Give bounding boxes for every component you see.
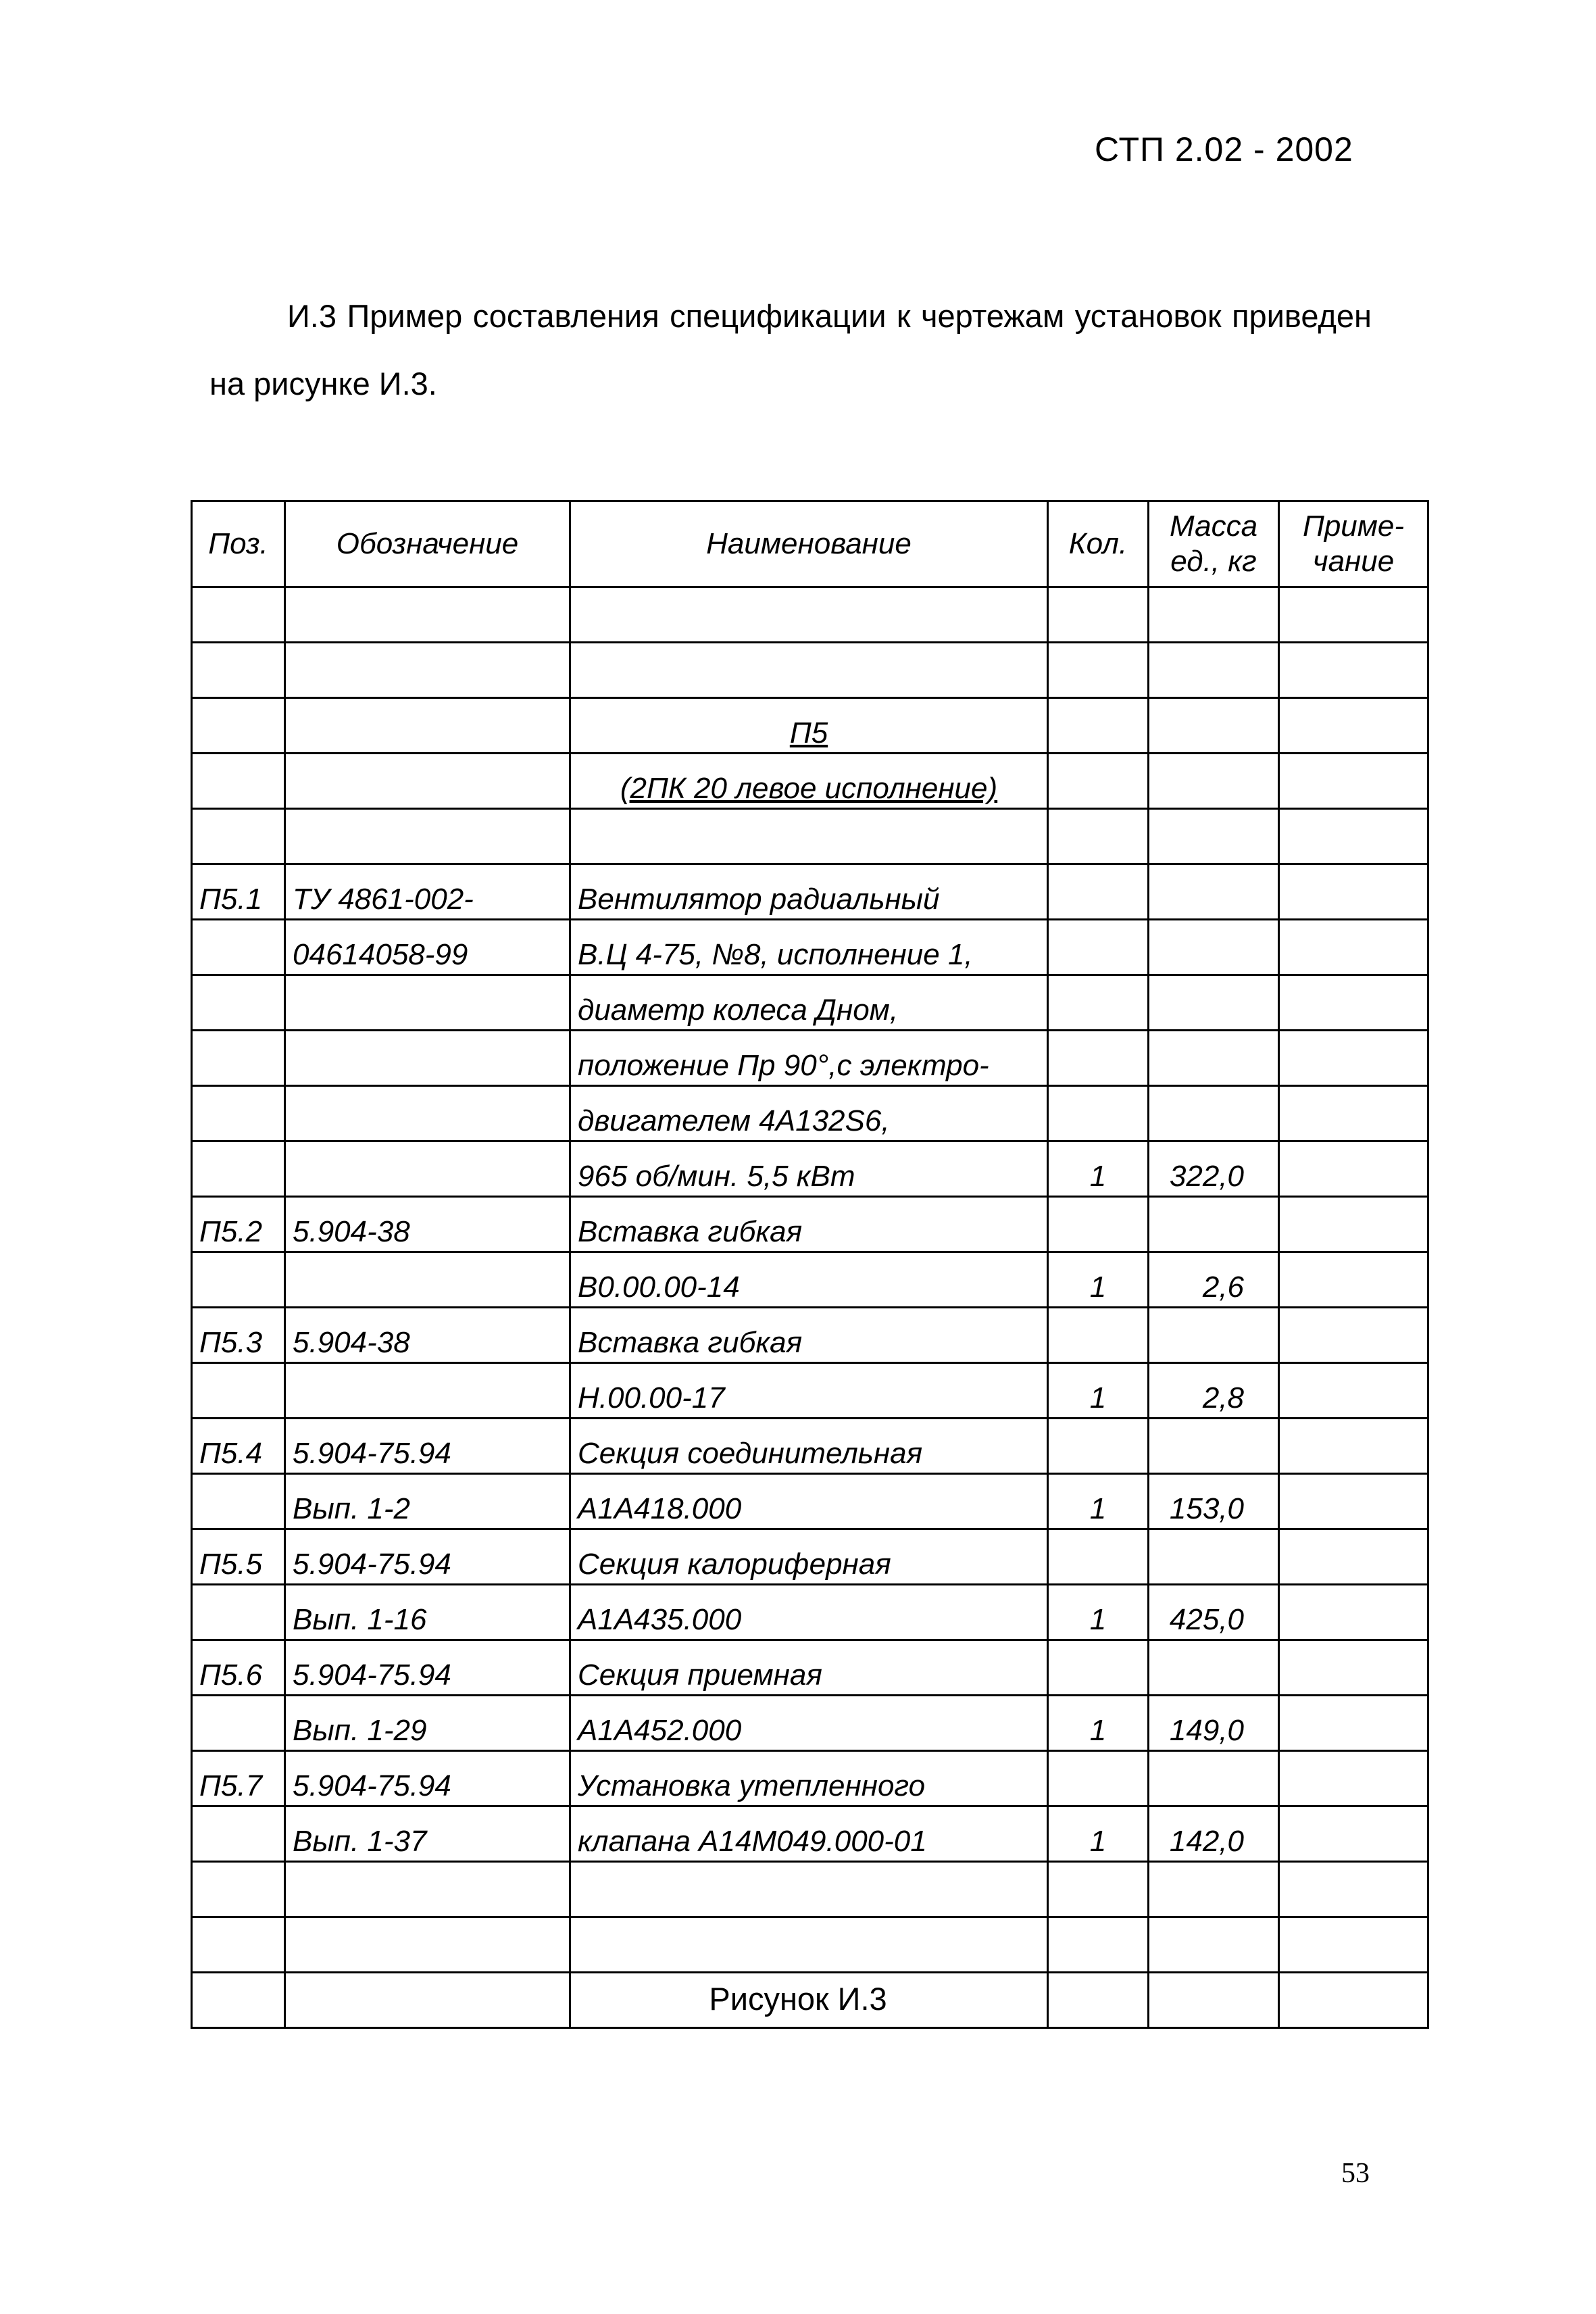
cell-name [570, 1197, 1048, 1252]
cell-designation [285, 754, 570, 809]
cell-name-text: положение Пр 90°,с электро- [578, 1049, 989, 1082]
cell-designation [285, 1806, 570, 1862]
cell-designation [285, 1585, 570, 1640]
cell-quantity [1048, 1640, 1149, 1696]
header-position: Поз. [192, 501, 285, 587]
cell-mass [1149, 1419, 1279, 1474]
cell-name [570, 1419, 1048, 1474]
intro-paragraph [209, 282, 1372, 418]
table-row [192, 864, 1428, 920]
cell-mass-text: 142,0 [1169, 1825, 1244, 1858]
cell-designation [285, 1474, 570, 1529]
cell-designation-text: 5.904-38 [293, 1215, 410, 1248]
cell-quantity-text: 1 [1089, 1714, 1107, 1747]
cell-name [570, 1862, 1048, 1917]
cell-name [570, 975, 1048, 1031]
cell-position-text: П5.7 [199, 1769, 263, 1802]
cell-name [570, 1474, 1048, 1529]
cell-mass [1149, 754, 1279, 809]
cell-quantity-text: 1 [1089, 1160, 1107, 1193]
cell-quantity [1048, 587, 1149, 643]
cell-note [1279, 1363, 1428, 1419]
cell-designation [285, 1086, 570, 1141]
cell-position [192, 1141, 285, 1197]
cell-quantity [1048, 920, 1149, 975]
cell-position [192, 1806, 285, 1862]
cell-quantity [1048, 1308, 1149, 1363]
cell-position [192, 1585, 285, 1640]
cell-note [1279, 1917, 1428, 1973]
cell-name [570, 1751, 1048, 1806]
table-row [192, 1529, 1428, 1585]
specification-table [191, 500, 1429, 2029]
cell-designation [285, 1640, 570, 1696]
cell-quantity [1048, 643, 1149, 698]
cell-name-text: Секция приемная [578, 1658, 822, 1692]
cell-position [192, 754, 285, 809]
cell-name-text: диаметр колеса Дном, [578, 993, 899, 1027]
cell-position [192, 1197, 285, 1252]
cell-designation-text: 5.904-75.94 [293, 1548, 451, 1581]
cell-name [570, 1252, 1048, 1308]
cell-designation [285, 920, 570, 975]
cell-name-text: Вставка гибкая [578, 1215, 803, 1248]
cell-mass [1149, 1031, 1279, 1086]
cell-position [192, 809, 285, 864]
cell-position [192, 1696, 285, 1751]
table-row [192, 1751, 1428, 1806]
cell-designation [285, 1696, 570, 1751]
cell-note [1279, 920, 1428, 975]
table-row [192, 1585, 1428, 1640]
cell-quantity [1048, 1474, 1149, 1529]
cell-position [192, 1862, 285, 1917]
cell-quantity [1048, 1585, 1149, 1640]
cell-name [570, 1031, 1048, 1086]
cell-name [570, 643, 1048, 698]
cell-quantity [1048, 975, 1149, 1031]
cell-name [570, 1086, 1048, 1141]
cell-designation [285, 975, 570, 1031]
table-row [192, 1308, 1428, 1363]
cell-mass [1149, 1640, 1279, 1696]
cell-mass [1149, 698, 1279, 754]
cell-note [1279, 864, 1428, 920]
cell-position [192, 1474, 285, 1529]
cell-quantity [1048, 1252, 1149, 1308]
cell-position [192, 1086, 285, 1141]
cell-note [1279, 1529, 1428, 1585]
cell-mass [1149, 1086, 1279, 1141]
cell-quantity [1048, 754, 1149, 809]
cell-mass [1149, 1696, 1279, 1751]
cell-note [1279, 643, 1428, 698]
header-designation: Обозначение [285, 501, 570, 587]
cell-mass [1149, 1308, 1279, 1363]
cell-designation [285, 1031, 570, 1086]
cell-note [1279, 809, 1428, 864]
cell-designation [285, 643, 570, 698]
table-row [192, 1031, 1428, 1086]
cell-note [1279, 1086, 1428, 1141]
cell-position [192, 1529, 285, 1585]
cell-position [192, 864, 285, 920]
cell-position [192, 920, 285, 975]
cell-name [570, 754, 1048, 809]
table-row [192, 975, 1428, 1031]
table-row [192, 1086, 1428, 1141]
table-header-row [192, 501, 1428, 587]
cell-quantity [1048, 1529, 1149, 1585]
cell-mass [1149, 587, 1279, 643]
cell-designation [285, 698, 570, 754]
cell-position [192, 1031, 285, 1086]
cell-position [192, 1917, 285, 1973]
cell-note [1279, 1308, 1428, 1363]
table-row [192, 643, 1428, 698]
cell-quantity [1048, 1696, 1149, 1751]
cell-note [1279, 698, 1428, 754]
cell-designation [285, 1363, 570, 1419]
cell-designation-text: Вып. 1-29 [293, 1714, 427, 1747]
table-row [192, 698, 1428, 754]
cell-name [570, 920, 1048, 975]
cell-designation [285, 587, 570, 643]
cell-name-text: Н.00.00-17 [578, 1381, 725, 1414]
cell-quantity [1048, 698, 1149, 754]
cell-quantity [1048, 809, 1149, 864]
cell-name [570, 1806, 1048, 1862]
cell-mass [1149, 1862, 1279, 1917]
cell-note [1279, 1031, 1428, 1086]
cell-note [1279, 1252, 1428, 1308]
cell-quantity [1048, 1751, 1149, 1806]
table-row [192, 1419, 1428, 1474]
header-note-line-2: чание [1312, 545, 1395, 578]
cell-quantity [1048, 1419, 1149, 1474]
cell-mass [1149, 1474, 1279, 1529]
cell-designation [285, 864, 570, 920]
cell-mass [1149, 1141, 1279, 1197]
cell-mass [1149, 809, 1279, 864]
figure-caption: Рисунок И.3 [709, 1981, 887, 2017]
cell-note [1279, 1197, 1428, 1252]
cell-mass [1149, 1585, 1279, 1640]
cell-note [1279, 1640, 1428, 1696]
header-name: Наименование [570, 501, 1048, 587]
cell-position [192, 1640, 285, 1696]
table-row [192, 1862, 1428, 1917]
cell-name-text: А1А452.000 [578, 1714, 742, 1747]
cell-position-text: П5.6 [199, 1658, 263, 1692]
table-body [192, 587, 1428, 2028]
cell-designation [285, 1751, 570, 1806]
cell-position-text: П5.2 [199, 1215, 263, 1248]
cell-mass-text: 2,8 [1202, 1381, 1244, 1414]
cell-name-text: А1А435.000 [578, 1603, 742, 1636]
cell-position-text: П5.3 [199, 1326, 263, 1359]
cell-name-text: А1А418.000 [578, 1492, 742, 1525]
cell-position [192, 1308, 285, 1363]
intro-text: И.3 Пример составления спецификации к чертежам установок приведен на рисунке И.3. [209, 298, 1372, 401]
cell-designation [285, 1419, 570, 1474]
table-row [192, 587, 1428, 643]
header-note [1279, 501, 1428, 587]
header-mass [1149, 501, 1279, 587]
cell-designation-text: 04614058-99 [293, 938, 468, 971]
cell-name-text: Секция калориферная [578, 1548, 891, 1581]
cell-name-text: П5 [789, 716, 828, 749]
cell-position [192, 1252, 285, 1308]
cell-note [1279, 1806, 1428, 1862]
cell-note [1279, 1141, 1428, 1197]
cell-mass-text: 2,6 [1202, 1271, 1244, 1304]
cell-note [1279, 1474, 1428, 1529]
cell-mass [1149, 864, 1279, 920]
cell-note [1279, 587, 1428, 643]
cell-position [192, 698, 285, 754]
cell-position [192, 587, 285, 643]
cell-name [570, 1696, 1048, 1751]
cell-name-text: В.Ц 4-75, №8, исполнение 1, [578, 938, 973, 971]
header-note-line-1: Приме- [1302, 510, 1405, 543]
cell-name [570, 1640, 1048, 1696]
cell-mass [1149, 1751, 1279, 1806]
cell-mass-text: 153,0 [1169, 1492, 1244, 1525]
cell-quantity [1048, 1197, 1149, 1252]
cell-position-text: П5.4 [199, 1437, 263, 1470]
cell-mass [1149, 1252, 1279, 1308]
table-row [192, 1363, 1428, 1419]
cell-quantity-text: 1 [1089, 1271, 1107, 1304]
cell-designation-text: 5.904-38 [293, 1326, 410, 1359]
cell-position [192, 975, 285, 1031]
cell-mass [1149, 643, 1279, 698]
cell-note [1279, 1585, 1428, 1640]
cell-name [570, 698, 1048, 754]
cell-name-text: В0.00.00-14 [578, 1271, 740, 1304]
cell-designation-text: ТУ 4861-002- [293, 883, 474, 916]
cell-name-text: Вставка гибкая [578, 1326, 803, 1359]
cell-designation [285, 1141, 570, 1197]
cell-designation [285, 809, 570, 864]
table-row [192, 1141, 1428, 1197]
cell-mass-text: 322,0 [1169, 1160, 1244, 1193]
cell-designation-text: 5.904-75.94 [293, 1437, 451, 1470]
table-row [192, 1917, 1428, 1973]
cell-designation [285, 1197, 570, 1252]
table-row [192, 1696, 1428, 1751]
cell-quantity [1048, 1917, 1149, 1973]
cell-designation [285, 1529, 570, 1585]
cell-quantity-text: 1 [1089, 1492, 1107, 1525]
table-row [192, 1474, 1428, 1529]
cell-quantity [1048, 1086, 1149, 1141]
cell-position [192, 1363, 285, 1419]
cell-name [570, 1917, 1048, 1973]
cell-designation-text: Вып. 1-16 [293, 1603, 427, 1636]
cell-mass [1149, 1197, 1279, 1252]
cell-name [570, 864, 1048, 920]
cell-position-text: П5.1 [199, 883, 263, 916]
cell-designation-text: 5.904-75.94 [293, 1658, 451, 1692]
cell-name [570, 809, 1048, 864]
table-row [192, 1252, 1428, 1308]
cell-quantity-text: 1 [1089, 1603, 1107, 1636]
cell-quantity [1048, 1031, 1149, 1086]
cell-quantity-text: 1 [1089, 1381, 1107, 1414]
cell-mass [1149, 1363, 1279, 1419]
cell-quantity [1048, 864, 1149, 920]
cell-name [570, 1363, 1048, 1419]
document-code: СТП 2.02 - 2002 [1095, 130, 1353, 168]
cell-name-text: (2ПК 20 левое исполнение) [620, 772, 998, 805]
cell-designation-text: Вып. 1-37 [293, 1825, 427, 1858]
cell-mass [1149, 1529, 1279, 1585]
cell-name [570, 1308, 1048, 1363]
cell-note [1279, 1751, 1428, 1806]
cell-name-text: Секция соединительная [578, 1437, 923, 1470]
cell-position [192, 1419, 285, 1474]
cell-quantity [1048, 1363, 1149, 1419]
cell-designation [285, 1862, 570, 1917]
cell-mass [1149, 1917, 1279, 1973]
cell-name-text: Установка утепленного [578, 1769, 926, 1802]
cell-note [1279, 975, 1428, 1031]
cell-name-text: Вентилятор радиальный [578, 883, 940, 916]
page-number: 53 [1341, 2158, 1370, 2189]
cell-position [192, 643, 285, 698]
cell-mass [1149, 975, 1279, 1031]
table-row [192, 754, 1428, 809]
cell-designation-text: Вып. 1-2 [293, 1492, 410, 1525]
cell-designation-text: 5.904-75.94 [293, 1769, 451, 1802]
cell-quantity [1048, 1141, 1149, 1197]
cell-name [570, 1141, 1048, 1197]
cell-mass-text: 149,0 [1169, 1714, 1244, 1747]
cell-name-text: 965 об/мин. 5,5 кВт [578, 1160, 855, 1193]
cell-position-text: П5.5 [199, 1548, 263, 1581]
cell-mass [1149, 920, 1279, 975]
table-row [192, 920, 1428, 975]
cell-name-text: двигателем 4А132S6, [578, 1104, 890, 1137]
cell-quantity [1048, 1862, 1149, 1917]
cell-name-text: клапана А14М049.000-01 [578, 1825, 927, 1858]
cell-mass-text: 425,0 [1169, 1603, 1244, 1636]
cell-designation [285, 1252, 570, 1308]
cell-name [570, 1529, 1048, 1585]
header-mass-line-2: ед., кг [1170, 545, 1257, 578]
table-row [192, 809, 1428, 864]
header-mass-line-1: Масса [1169, 510, 1258, 543]
cell-name [570, 587, 1048, 643]
cell-designation [285, 1917, 570, 1973]
header-quantity: Кол. [1048, 501, 1149, 587]
table-row [192, 1806, 1428, 1862]
table-row [192, 1640, 1428, 1696]
cell-note [1279, 1862, 1428, 1917]
cell-quantity [1048, 1806, 1149, 1862]
cell-note [1279, 1419, 1428, 1474]
cell-mass [1149, 1806, 1279, 1862]
cell-position [192, 1751, 285, 1806]
table-row [192, 1197, 1428, 1252]
cell-designation [285, 1308, 570, 1363]
cell-quantity-text: 1 [1089, 1825, 1107, 1858]
cell-note [1279, 754, 1428, 809]
cell-name [570, 1585, 1048, 1640]
cell-note [1279, 1696, 1428, 1751]
